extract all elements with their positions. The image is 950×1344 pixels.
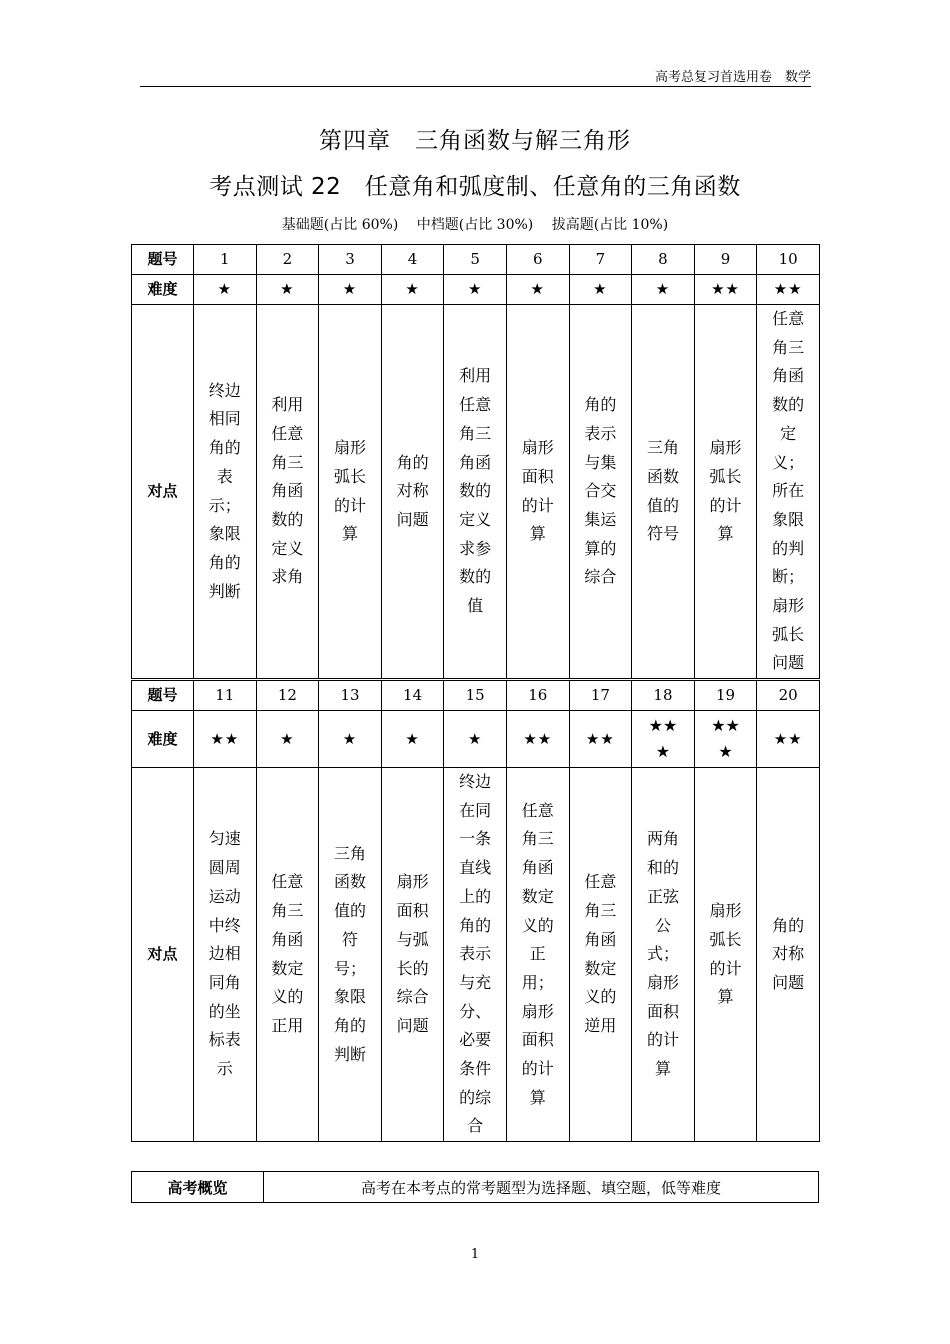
difficulty-stars: ★★★ xyxy=(711,716,740,761)
question-num: 8 xyxy=(632,245,695,275)
num-label: 题号 xyxy=(132,680,194,711)
point-cell xyxy=(256,305,319,679)
page-number: 1 xyxy=(470,1247,480,1262)
point-text: 两角和的正弦公式；扇形面积的计算 xyxy=(646,829,679,1079)
point-cell xyxy=(506,305,569,679)
overview-text: 高考在本考点的常考题型为选择题、填空题，低等难度 xyxy=(264,1172,819,1203)
point-cell xyxy=(444,305,507,679)
difficulty-cell xyxy=(632,711,695,768)
point-cell xyxy=(506,768,569,1142)
point-text: 扇形弧长的计算 xyxy=(709,901,742,1007)
question-num: 6 xyxy=(506,245,569,275)
point-text: 利用任意角三角函数的定义求角 xyxy=(271,395,304,587)
page-header: 高考总复习首选用卷 数学 xyxy=(654,70,811,85)
question-num: 13 xyxy=(319,680,382,711)
point-cell xyxy=(319,305,382,679)
difficulty-stars: ★ xyxy=(444,711,507,768)
table-row xyxy=(132,711,820,768)
difficulty-cell xyxy=(694,711,757,768)
difficulty-ratio xyxy=(0,214,950,234)
table-row xyxy=(132,245,820,275)
question-num: 11 xyxy=(194,680,257,711)
question-num: 12 xyxy=(256,680,319,711)
ratio-basic: 基础题(占比 60%) xyxy=(281,217,399,233)
point-cell xyxy=(632,305,695,679)
table-row xyxy=(132,1172,819,1203)
table-row xyxy=(132,768,820,1142)
question-num: 17 xyxy=(569,680,632,711)
difficulty-label: 难度 xyxy=(132,275,194,305)
point-text: 终边在同一条直线上的角的表示与充分、必要条件的综合 xyxy=(459,772,492,1136)
point-cell xyxy=(381,305,444,679)
header-rule xyxy=(140,86,811,87)
point-cell xyxy=(632,768,695,1142)
difficulty-stars: ★★ xyxy=(757,275,820,305)
point-text: 三角函数值的符号 xyxy=(646,438,679,544)
question-num: 18 xyxy=(632,680,695,711)
ratio-advanced: 拔高题(占比 10%) xyxy=(551,217,669,233)
point-text: 角的对称问题 xyxy=(396,452,429,529)
difficulty-stars: ★★ xyxy=(194,711,257,768)
point-text: 任意角三角函数的定义；所在象限的判断；扇形弧长问题 xyxy=(772,309,805,673)
point-text: 匀速圆周运动中终边相同角的坐标表示 xyxy=(208,829,241,1079)
overview-label: 高考概览 xyxy=(132,1172,264,1203)
point-cell xyxy=(694,305,757,679)
point-cell xyxy=(757,305,820,679)
difficulty-stars: ★ xyxy=(256,275,319,305)
point-cell xyxy=(694,768,757,1142)
point-label: 对点 xyxy=(132,768,194,1142)
question-num: 14 xyxy=(381,680,444,711)
chapter-title: 第四章 三角函数与解三角形 xyxy=(319,128,631,154)
question-num: 7 xyxy=(569,245,632,275)
point-cell xyxy=(569,768,632,1142)
difficulty-stars: ★ xyxy=(256,711,319,768)
question-num: 16 xyxy=(506,680,569,711)
test-title: 考点测试 22 任意角和弧度制、任意角的三角函数 xyxy=(209,174,741,200)
point-text: 扇形弧长的计算 xyxy=(709,438,742,544)
point-text: 角的对称问题 xyxy=(772,915,805,992)
point-text: 终边相同角的表示；象限角的判断 xyxy=(208,380,241,601)
point-cell xyxy=(569,305,632,679)
point-text: 扇形面积与弧长的综合问题 xyxy=(396,872,429,1035)
difficulty-stars: ★★ xyxy=(757,711,820,768)
point-text: 角的表示与集合交集运算的综合 xyxy=(584,395,617,587)
point-cell xyxy=(256,768,319,1142)
difficulty-stars: ★ xyxy=(381,275,444,305)
question-num: 10 xyxy=(757,245,820,275)
point-text: 扇形弧长的计算 xyxy=(333,438,366,544)
question-table-2 xyxy=(131,678,820,1142)
question-table-1 xyxy=(131,244,820,679)
difficulty-stars: ★ xyxy=(194,275,257,305)
point-cell xyxy=(757,768,820,1142)
table-row xyxy=(132,275,820,305)
question-num: 1 xyxy=(194,245,257,275)
difficulty-stars: ★ xyxy=(444,275,507,305)
num-label: 题号 xyxy=(132,245,194,275)
difficulty-label: 难度 xyxy=(132,711,194,768)
point-label: 对点 xyxy=(132,305,194,679)
table-row xyxy=(132,680,820,711)
difficulty-stars: ★ xyxy=(506,275,569,305)
difficulty-stars: ★★ xyxy=(506,711,569,768)
difficulty-stars: ★ xyxy=(632,275,695,305)
point-cell xyxy=(319,768,382,1142)
difficulty-stars: ★ xyxy=(569,275,632,305)
point-cell xyxy=(444,768,507,1142)
difficulty-stars: ★★ xyxy=(694,275,757,305)
point-text: 任意角三角函数定义的逆用 xyxy=(584,872,617,1035)
ratio-medium: 中档题(占比 30%) xyxy=(416,217,534,233)
point-text: 利用任意角三角函数的定义求参数的值 xyxy=(459,366,492,616)
point-cell xyxy=(381,768,444,1142)
question-num: 19 xyxy=(694,680,757,711)
point-cell xyxy=(194,305,257,679)
point-text: 任意角三角函数定义的正用 xyxy=(271,872,304,1035)
question-num: 2 xyxy=(256,245,319,275)
difficulty-stars: ★ xyxy=(319,275,382,305)
difficulty-stars: ★★★ xyxy=(648,716,678,761)
question-num: 20 xyxy=(757,680,820,711)
point-text: 扇形面积的计算 xyxy=(521,438,554,544)
difficulty-stars: ★ xyxy=(319,711,382,768)
table-row xyxy=(132,305,820,679)
question-num: 9 xyxy=(694,245,757,275)
question-num: 5 xyxy=(444,245,507,275)
difficulty-stars: ★ xyxy=(381,711,444,768)
question-num: 3 xyxy=(319,245,382,275)
question-num: 4 xyxy=(381,245,444,275)
exam-overview-table xyxy=(131,1171,819,1203)
point-cell xyxy=(194,768,257,1142)
difficulty-stars: ★★ xyxy=(569,711,632,768)
question-num: 15 xyxy=(444,680,507,711)
point-text: 任意角三角函数定义的正用；扇形面积的计算 xyxy=(521,800,554,1107)
point-text: 三角函数值的符号；象限角的判断 xyxy=(333,843,366,1064)
